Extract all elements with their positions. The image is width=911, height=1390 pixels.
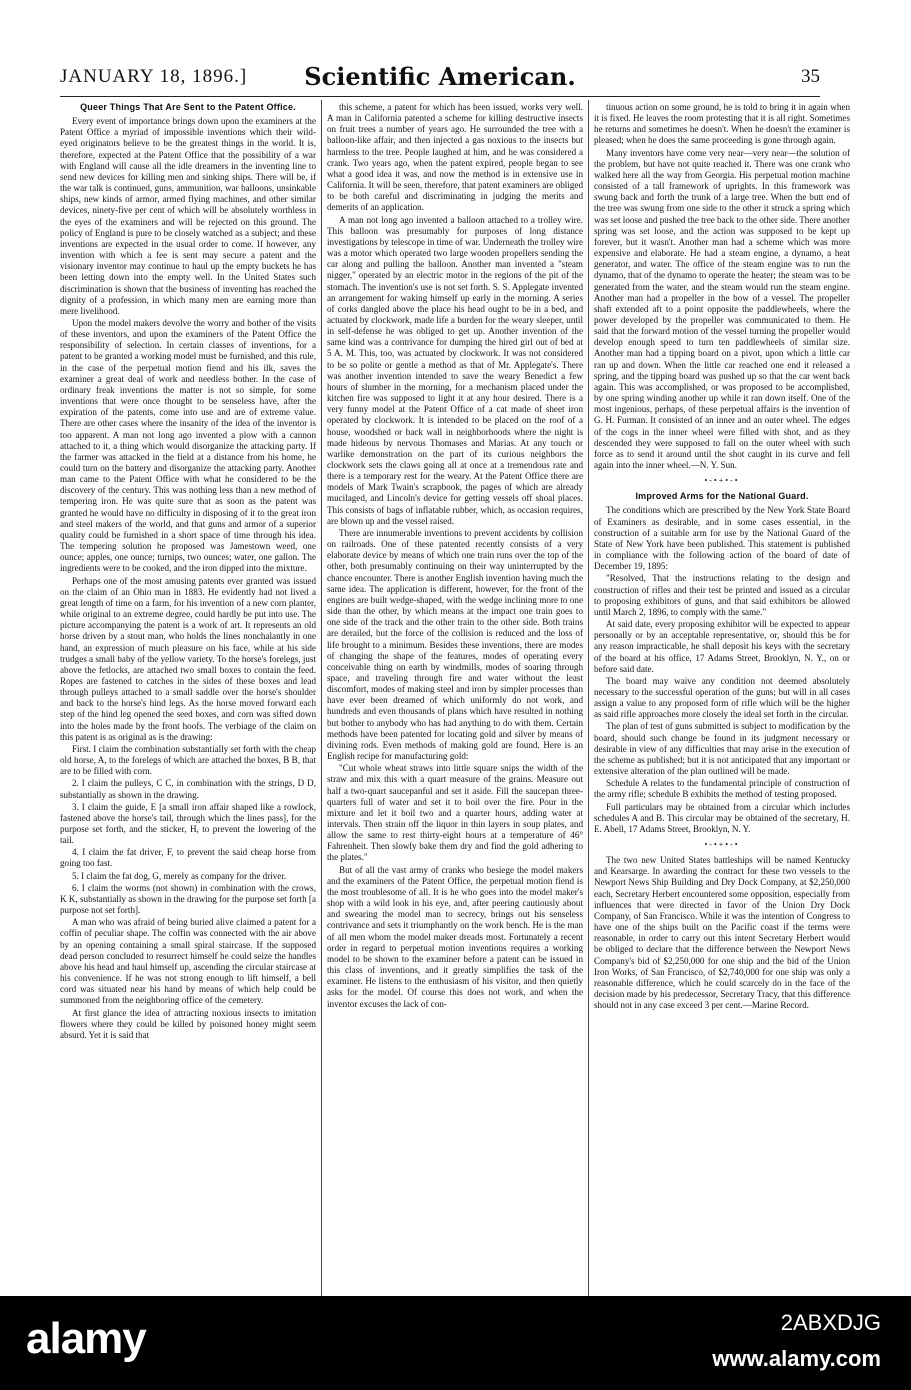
- column-2-body: [327, 102, 583, 1010]
- column-3-body-b: [594, 505, 850, 835]
- paragraph: 4. I claim the fat driver, F, to prevent the said cheap horse from going too fast.: [60, 847, 316, 869]
- watermark-banner: [0, 1296, 911, 1390]
- column-2: [327, 102, 583, 1011]
- paragraph: "Cut whole wheat straws into little square snips the width of the straw and mix this with a quart measure of the grains. Measure out half a two-quart saucepanful and set it aside. Fill the saucepan three-quarters full of water and set it to boil over the fire. Pour in the mixture and let it boil two and a quarter hours, adding water at intervals. Then strain off the liquor in thin layers in soup plates, and allow the same to rest thirty-eight hours at a temperature of 46° Fahrenheit. Then slowly bake them dry and find the gold adhering to the plates.": [327, 763, 583, 863]
- paragraph: Every event of importance brings down upon the examiners at the Patent Office a myriad of impossible inventions which their wild-eyed originators believe to be the greatest things in the world. It is, therefore, expected at the Patent Office that the possibility of a war with England will cause all the idle dreamers in the inventing line to send new devices for killing men and sinking ships. There will be, if the war talk is continued, guns, ammunition, war balloons, unsinkable ships, new kinds of armor, armed flying machines, and other similar devices, ninety-five per cent of which will be absolutely worthless in the eyes of the examiners and will be rejected on this ground. The policy of England is pure to be closely watched as a subject; and these inventions are expected in the usual order to come. If however, any invention with which a fee is sent may secure a patent and the visionary inventor may continue to haul up the empty buckets he has been letting down into the empty well. In the United States such discrimination is shown that the business of inventing has reached the dignity of a profession, in which many men are earning more than mere livelihood.: [60, 116, 316, 316]
- column-1: [60, 102, 316, 1042]
- column-3-body-c: [594, 855, 850, 1011]
- alamy-logo: alamy: [26, 1314, 146, 1363]
- column-3-body-a: [594, 102, 850, 471]
- article-heading-patent-office: Queer Things That Are Sent to the Patent Office.: [80, 102, 296, 112]
- issue-date: JANUARY 18, 1896.]: [60, 66, 248, 87]
- column-rule-2: [588, 100, 589, 1296]
- paragraph: Full particulars may be obtained from a circular which includes schedules A and B. This circular may be obtained of the secretary, H. E. Abell, 17 Adams Street, Brooklyn, N. Y.: [594, 801, 850, 834]
- paragraph: Perhaps one of the most amusing patents ever granted was issued on the claim of an Ohio man in 1883. He evidently had not lived a great length of time on a farm, for his invention of a new corn planter, while original to an extreme degree, could hardly be put into use. The picture accompanying the patent is a work of art. It represents an old horse driven by a stout man, who holds the lines nonchalantly in one hand, an expression of much pleasure on his face, while at his side trudges a small baby of the yellow variety. To the horse's forelegs, just above the fetlocks, are attached two small boxes to contain the feed. Ropes are fastened to catches in the sides of these boxes and lead through pulleys attached to a small saddle over the horse's shoulder and back to the horse's hind legs. As the horse moved forward each step of the hind leg opened the seed boxes, and corn was sifted down into the holes made by the front hoofs. The verbiage of the claim on this patent is as original as is the drawing:: [60, 575, 316, 742]
- paragraph: The conditions which are prescribed by the New York State Board of Examiners as desirable, and in some cases essential, in the construction of a suitable arm for use by the National Guard of the State of New York have been published. This statement is published in compliance with the following action of the board of date of December 19, 1895:: [594, 505, 850, 572]
- paragraph: A man who was afraid of being buried alive claimed a patent for a coffin of peculiar shape. The coffin was connected with the air above by an opening containing a small spiral staircase. If the supposed dead person concluded to resurrect himself he could seize the handles above his head and haul himself up, ascending the circular staircase at his convenience. If he was not strong enough to lift himself, a bell cord was situated near his hand by means of which help could be summoned from the neighboring office of the cemetery.: [60, 917, 316, 1006]
- paragraph: But of all the vast army of cranks who besiege the model makers and the examiners of the Patent Office, the perpetual motion fiend is the most troublesome of all. It is he who goes into the model maker's shop with a wild look in his eye, and, after peering cautiously about and swearing the model man to secrecy, brings out his senseless contrivance and sets it triumphantly on the work bench. He is the man of all men whom the model maker dreads most. Fortunately a recent order in regard to perpetual motion inventions requires a working model to be shown to the examiner before a patent can be issued in this class of inventions, and it greatly simplifies the task of the examiner. He listens to the enthusiasm of his visitor, and then quietly asks for the model. Of course this does not work, and when the inventor excuses the lack of con-: [327, 864, 583, 1009]
- column-1-body: [60, 116, 316, 1041]
- paragraph: tinuous action on some ground, he is told to bring it in again when it is fixed. He leaves the room protesting that it is all right. Sometimes he returns and sometimes he doesn't. When he doesn't the examiner is pleased; when he does the same proceeding is gone through again.: [594, 102, 850, 146]
- section-separator-2: •-•+•-•: [704, 840, 740, 849]
- column-3: [594, 102, 850, 1012]
- page-header: [60, 62, 820, 97]
- paragraph: this scheme, a patent for which has been issued, works very well. A man in California patented a scheme for killing destructive insects on fruit trees a number of years ago. He surrounded the tree with a balloon-like affair, and then injected a gas noxious to the insects but harmless to the tree. People laughed at him, and he was considered a crank. Two years ago, when the patent expired, people began to see what a good idea it was, and now the method is in extensive use in California. It will be seen, therefore, that patent examiners are obliged to be both careful and discriminating in judging the merits and demerits of an application.: [327, 102, 583, 213]
- article-heading-national-guard: Improved Arms for the National Guard.: [635, 491, 809, 502]
- section-separator: •-•+•-•: [704, 476, 740, 486]
- paragraph: At said date, every proposing exhibitor will be expected to appear personally or by an acceptable representative, or, should this be for any reason impracticable, he shall deposit his keys with the secretary of the board at his office, 17 Adams Street, Brooklyn, N. Y., on or before said date.: [594, 619, 850, 674]
- paragraph: 2. I claim the pulleys, C C, in combination with the strings, D D, substantially as shown in the drawing.: [60, 778, 316, 800]
- paragraph: There are innumerable inventions to prevent accidents by collision on railroads. One of these patented recently consists of a very elaborate device by means of which one train runs over the top of the other, both presumably continuing on their way uninterrupted by the chance encounter. There is another English invention having much the same idea. The application is different, however, for the front of the engines are built wedge-shaped, with the wedge inclining more to one side than the other, by which means at the impact one train goes to one side of the track and the other train to the other side. Both trains are derailed, but the force of the collision is reduced and the loss of life brought to a minimum. Besides these inventions, there are modes of changing the shape of the features, modes of operating every conceivable thing on earth by windmills, modes of soaring through space, and traveling through fire and water without the least discomfort, modes of making steel and iron by simpler processes than have ever been dreamed of which uniformly do not work, and hundreds and even thousands of plans which have resulted in nothing but bother to anybody who has had anything to do with them. Certain methods have been patented for locating gold and silver by means of divining rods. Even methods of making gold are found. Here is an English recipe for manufacturing gold:: [327, 527, 583, 762]
- paragraph: A man not long ago invented a balloon attached to a trolley wire. This balloon was presumably for purposes of long distance investigations by telescope in time of war. Underneath the trolley wire was a motor which operated two large wooden propellers sending the car along and pulling the balloon. Another man invented a "steam nigger," operated by an electric motor in the regions of the pit of the stomach. The invention's use is not set forth. S. S. Applegate invented an arrangement for waking himself up early in the morning. A series of corks dangled above the place his head ought to be in a bed, and actuated by clockwork, made life a burden for the weary sleeper, until in self-defense he was obliged to get up. Another invention of the same kind was a contrivance for dumping the hired girl out of bed at 5 A. M. This, too, was actuated by clockwork. It was not considered to be so polite or gentle a method as that of Mr. Applegate's. There was another invention intended to save the weary Benedict a few hours of slumber in the morning, for a mechanism placed under the kitchen fire was supposed to light it at any hour desired. There is a very funny model at the Patent Office of a cat made of sheet iron operated by clockwork. It is intended to be placed on the roof of a house, woodshed or back wall in neighborhoods where the night is made hideous by nervous Thomases and Marias. At any touch or warlike demonstration on the part of its curious neighbors the clockwork sets the claws going all at once at a tremendous rate and there is a temporary rest for the weary. At the Patent Office there are models of Mark Twain's scrapbook, the pages of which are already mucilaged, and Lincoln's device for getting vessels off shoal places. This consists of bags of inflatable rubber, which, as occasion requires, are blown up and the vessel raised.: [327, 214, 583, 526]
- paragraph: Upon the model makers devolve the worry and bother of the visits of these inventors, and upon the examiners of the Patent Office the responsibility of selection. In certain classes of inventions, for a patent to be granted a working model must be furnished, and this rule, in the case of the perpetual motion fiend and his ilk, saves the examiner a great deal of work and needless bother. In the case of ordinary freak inventions the matter is not so simple, for some inventions that were once thought to be senseless have, after the expiration of the patents, come into use and are of extreme value. There are other cases where the insanity of the idea of the inventor is too apparent. A man not long ago invented a plow with a cannon attached to it, a thing which would disorganize the attacking party. If the farmer was attacked in the field at a distance from his home, he could turn on the battery and disorganize the attacking party. Another man came to the Patent Office with what he considered to be the discovery of the century. This was nothing less than a new method of tempering iron. He was quite sure that as soon as the patent was granted he would have no difficulty in disposing of it to the great iron and steel makers of the world, and that guns and armor of a superior quality could be furnished in a short space of time through his idea. The tempering solution he proposed was Jamestown weed, one ounce; apples, one ounce; turnips, two ounces; water, one gallon. The ingredients were to be cooked, and the iron dipped into the mixture.: [60, 317, 316, 574]
- site-url[interactable]: www.alamy.com: [712, 1346, 881, 1371]
- paragraph: Schedule A relates to the fundamental principle of construction of the army rifle; schedule B exhibits the method of testing proposed.: [594, 778, 850, 800]
- page-number: 35: [801, 66, 820, 87]
- paragraph: 6. I claim the worms (not shown) in combination with the crows, K K, substantially as shown in the drawing for the purpose set forth [a purpose not set forth].: [60, 882, 316, 916]
- paragraph: First. I claim the combination substantially set forth with the cheap old horse, A, to the forelegs of which are attached the boxes, B B, that are to be filled with corn.: [60, 743, 316, 777]
- masthead-title: Scientific American.: [304, 62, 576, 91]
- paragraph: The plan of test of guns submitted is subject to modification by the board, should such change be found in its judgment necessary or desirable in view of any difficulties that may arise in the execution of the scheme as published; but it is not anticipated that any important or extensive alteration of the plan outlined will be made.: [594, 721, 850, 777]
- paragraph: Many inventors have come very near—very near—the solution of the problem, but have not quite reached it. There was one crank who walked here all the way from Georgia. His perpetual motion machine consisted of a tall framework of uprights. In this framework was swung back and forth the trunk of a large tree. When the butt end of the tree was swung from one side to the other it struck a spring which was set loose and pushed the tree back to the other side. There another spring was set loose, and the action was supposed to be kept up forever, but it wasn't. Another man had a scheme which was more expensive and elaborate. He had a steam engine, a dynamo, a heat generator, and water. The office of the steam engine was to run the dynamo, that of the dynamo to operate the heater; the steam was to be generated from the water, and the steam would run the steam engine. Another man had a propeller in the bow of a vessel. The propeller shaft extended aft to a point opposite the paddlewheels, where the power developed by the propeller was communicated to them. He said that the forward motion of the vessel turning the propeller would develop enough speed to turn ten paddlewheels of similar size. Another man had a tipping board on a pivot, upon which a little car ran up and down. When the little car reached one end it released a spring, and the tipping board was pushed up so that the car went back again. This was accomplished, or was proposed to be accomplished, by one spring winding another up while it ran down itself. One of the most ingenious, perhaps, of these perpetual affairs is the invention of G. H. Furman. It consisted of an inner and an outer wheel. The edges of the cogs in the inner wheel were filled with shot, and as they descended they were supposed to fall on the outer wheel with such force as to send it around until the shot caught in its curve and fell again into the inner wheel.—N. Y. Sun.: [594, 147, 850, 470]
- paragraph: The board may waive any condition not deemed absolutely necessary to the successful operation of the guns; but will in all cases assign a value to any proposed form of rifle which will be the higher as said rifle approaches more closely the ideal set forth in the circular.: [594, 675, 850, 720]
- image-code: 2ABXDJG: [780, 1310, 881, 1335]
- paragraph: 5. I claim the fat dog, G, merely as company for the driver.: [72, 870, 287, 881]
- paragraph: "Resolved, That the instructions relating to the design and construction of rifles and their test be printed and issued as a circular to proposing exhibitors of guns, and that said exhibitors be allowed until March 2, 1896, to comply with the same.": [594, 573, 850, 617]
- paragraph: The two new United States battleships will be named Kentucky and Kearsarge. In awarding the contract for these two vessels to the Newport News Ship Building and Dry Dock Company, at $2,250,000 each, Secretary Herbert encountered some opposition, especially from influences that were directed in favor of the Union Dry Dock Company, of San Francisco. While it was the intention of Congress to have one of the ships built on the Pacific coast if the terms were reasonable, in order to carry out this intent Secretary Herbert would be obliged to declare that the difference between the Newport News Company's bid of $2,250,000 for one ship and the bid of the Union Iron Works, of San Francisco, of $2,740,000 for one ship was only a reasonable difference, which he could scarcely do in the face of the decision made by his predecessor, Secretary Tracy, that this difference should not in any case exceed 3 per cent.—Marine Record.: [594, 855, 850, 1011]
- paragraph: 3. I claim the guide, E [a small iron affair shaped like a rowlock, fastened above the horse's tail, through which the lines pass], for the purpose set forth, and the sticker, H, to prevent the lowering of the tail.: [60, 801, 316, 846]
- column-rule-1: [321, 100, 322, 1296]
- paragraph: At first glance the idea of attracting noxious insects to imitation flowers where they could be killed by poisoned honey might seem absurd. Yet it is said that: [60, 1007, 316, 1040]
